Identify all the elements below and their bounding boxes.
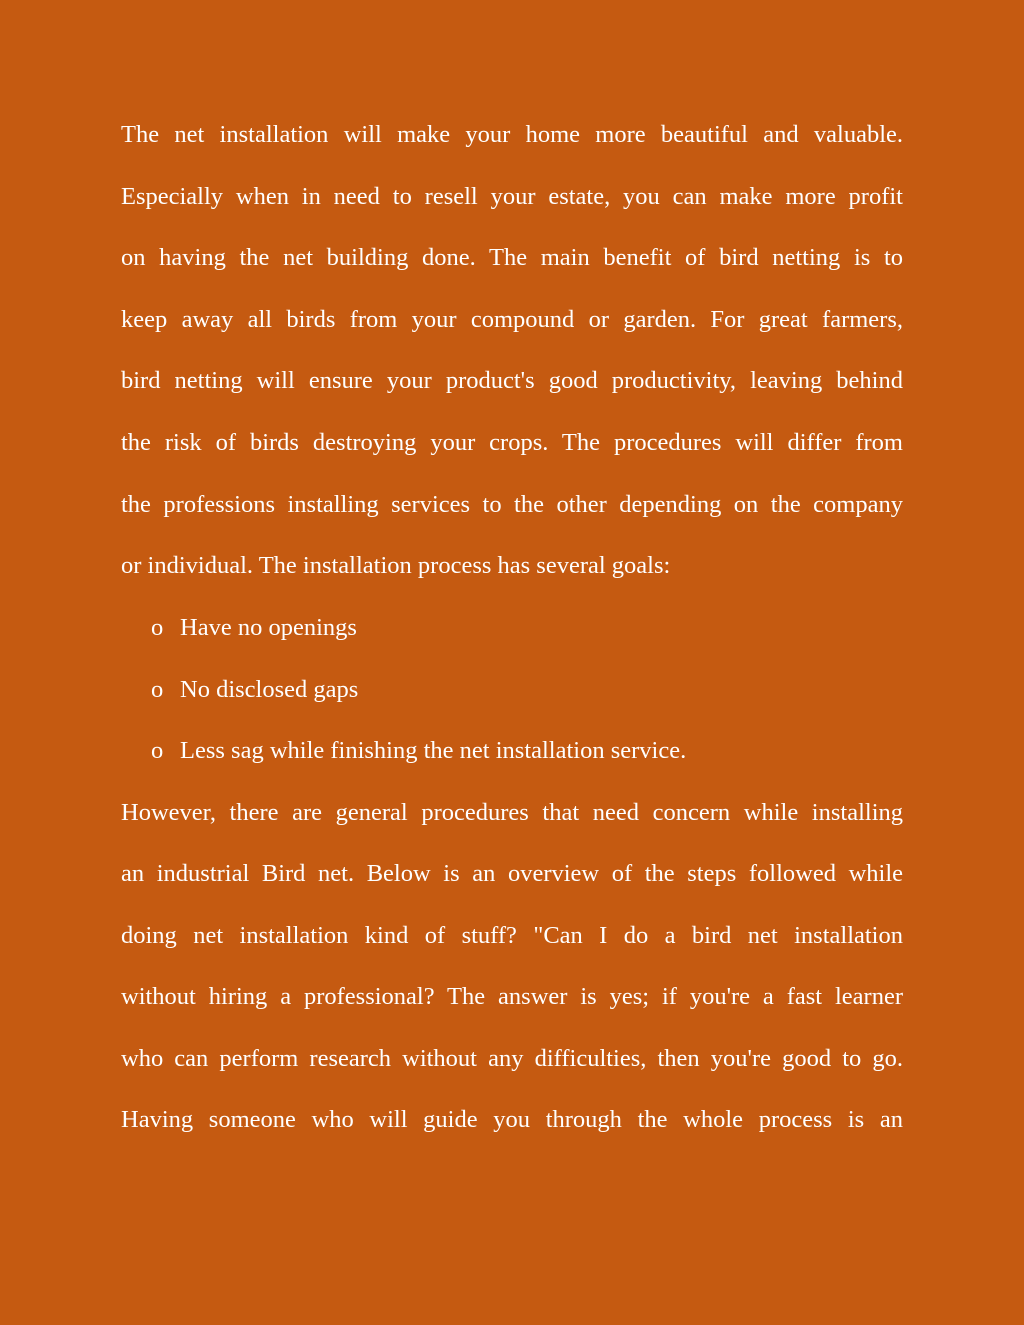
bullet-marker: o: [151, 737, 164, 764]
paragraph-line: Especially when in need to resell your estate, you can make more profit: [121, 183, 903, 210]
list-item: [151, 675, 358, 705]
bullet-marker: o: [151, 614, 164, 641]
paragraph-line: bird netting will ensure your product's good productivity, leaving behind: [121, 367, 903, 394]
list-item-text: Have no openings: [180, 614, 357, 641]
paragraph-line: or individual. The installation process has several goals:: [121, 552, 671, 579]
paragraph-line: who can perform research without any difficulties, then you're good to go.: [121, 1045, 903, 1072]
paragraph-line: Having someone who will guide you through the whole process is an: [121, 1106, 903, 1133]
paragraph-line: The net installation will make your home more beautiful and valuable.: [121, 121, 903, 148]
paragraph-line: an industrial Bird net. Below is an overview of the steps followed while: [121, 860, 903, 887]
bullet-marker: o: [151, 676, 164, 703]
list-item: [151, 613, 357, 643]
paragraph-line: doing net installation kind of stuff? "Can I do a bird net installation: [121, 922, 903, 949]
paragraph-line: keep away all birds from your compound or garden. For great farmers,: [121, 306, 903, 333]
list-item-text: No disclosed gaps: [180, 676, 359, 703]
paragraph-line: the professions installing services to the other depending on the company: [121, 491, 903, 518]
list-item-text: Less sag while finishing the net installation service.: [180, 737, 687, 764]
paragraph-line: However, there are general procedures that need concern while installing: [121, 799, 903, 826]
paragraph-line: without hiring a professional? The answer is yes; if you're a fast learner: [121, 983, 903, 1010]
paragraph-line: on having the net building done. The main benefit of bird netting is to: [121, 244, 903, 271]
paragraph-line: the risk of birds destroying your crops. The procedures will differ from: [121, 429, 903, 456]
list-item: [151, 736, 686, 766]
